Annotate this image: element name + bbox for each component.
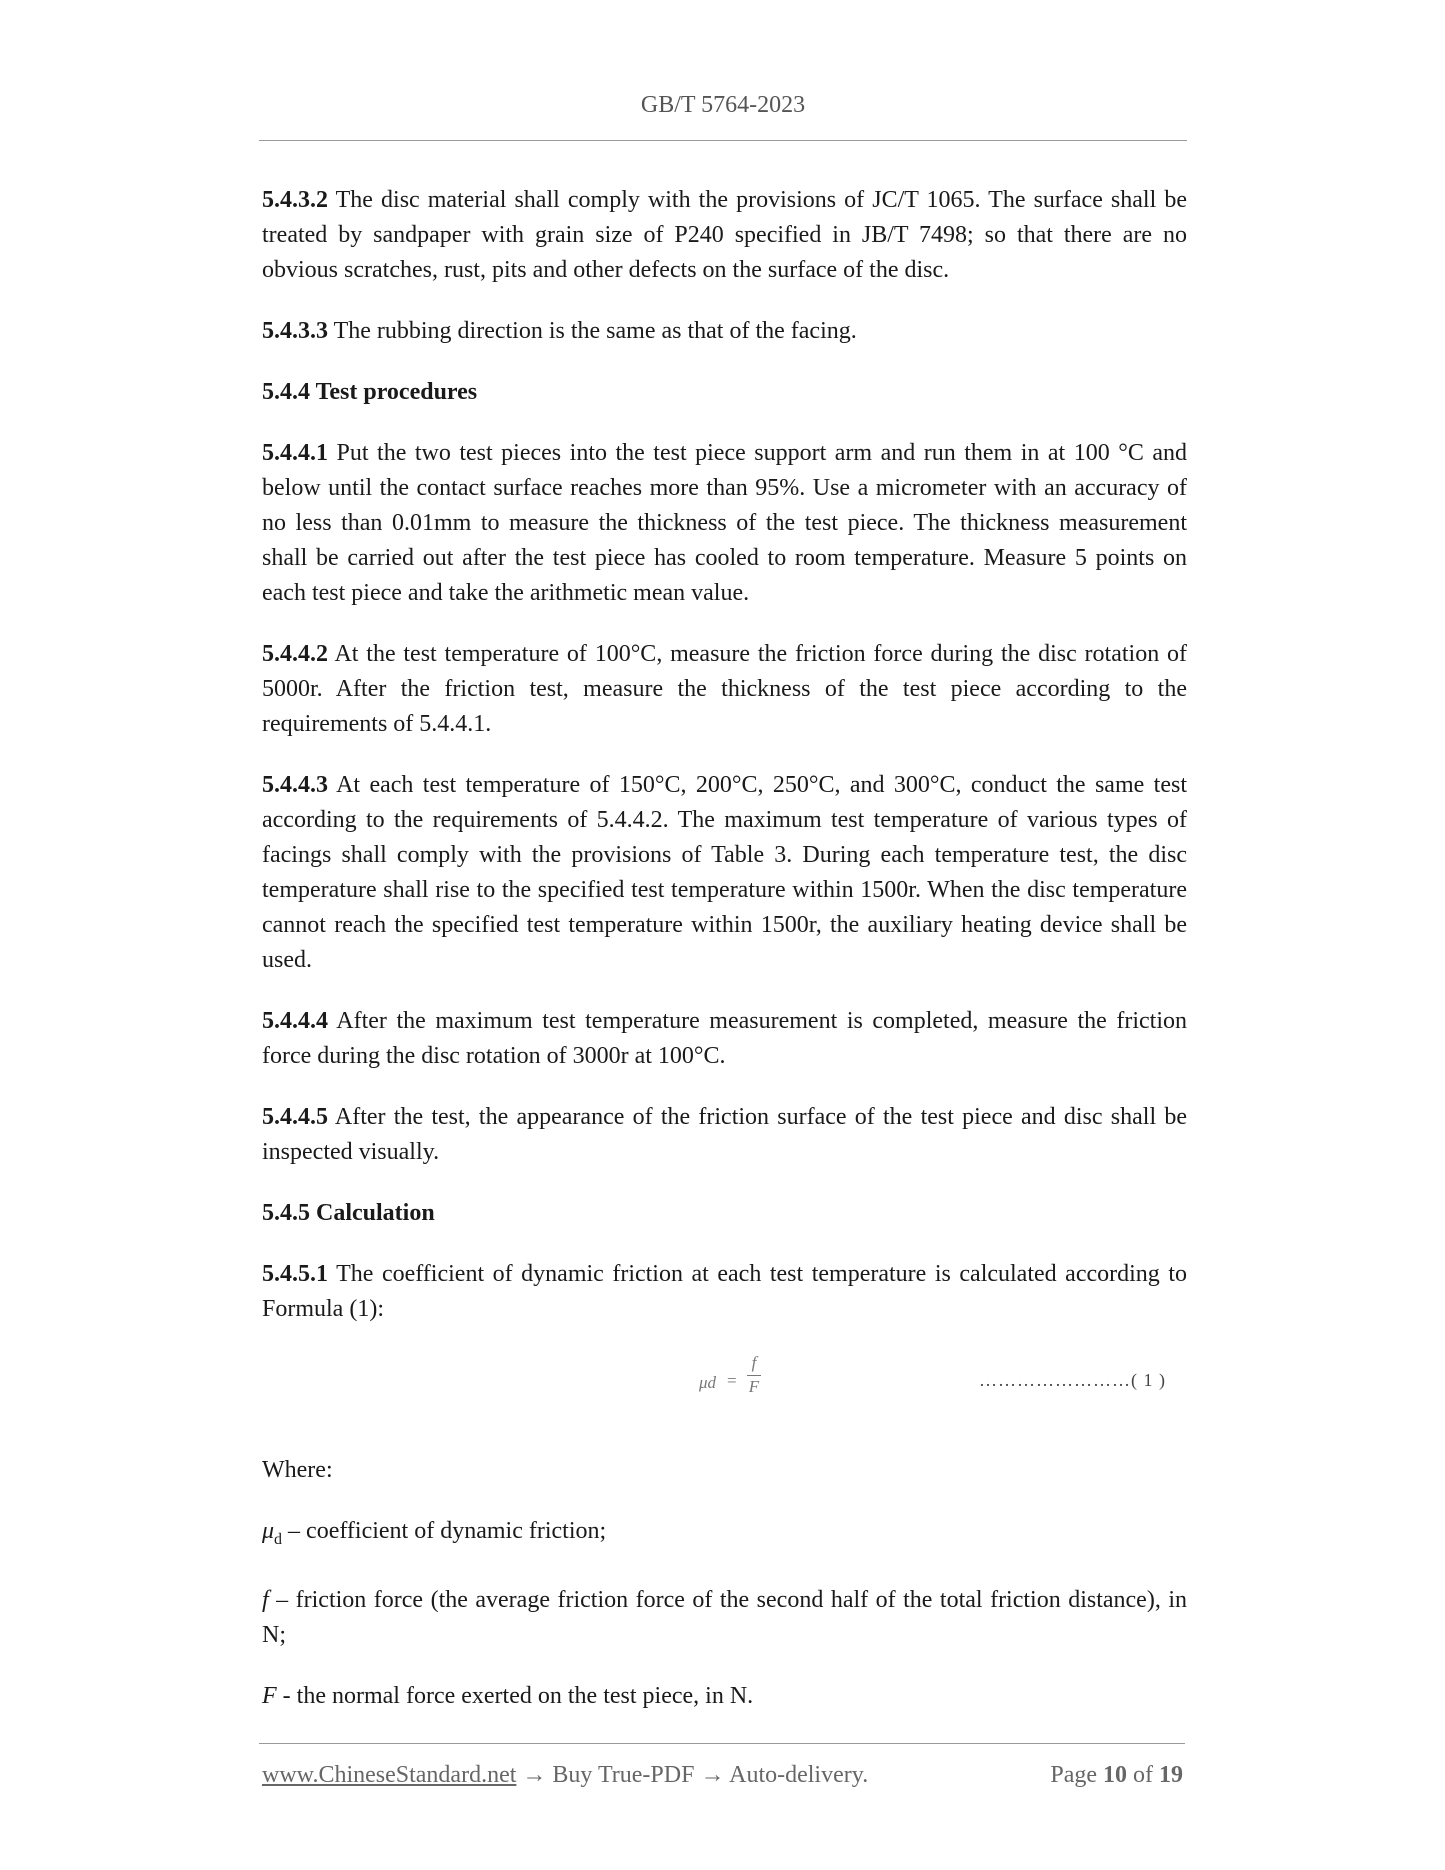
document-body bbox=[262, 183, 1187, 1740]
formula-equals: = bbox=[727, 1371, 737, 1390]
clause-number: 5.4.3.3 bbox=[262, 318, 328, 344]
definition-text: - the normal force exerted on the test piece, in N. bbox=[276, 1682, 754, 1709]
clause-text: After the maximum test temperature measurement is completed, measure the friction force during the disc rotation of 3000r at 100°C. bbox=[262, 1008, 1187, 1069]
clause-text: The coefficient of dynamic friction at each test temperature is calculated according to Formula (1): bbox=[262, 1261, 1187, 1322]
footer-promo bbox=[262, 1762, 868, 1789]
page-total: 19 bbox=[1159, 1762, 1183, 1788]
formula-denominator: F bbox=[748, 1377, 760, 1396]
formula-reference: ……………………( 1 ) bbox=[979, 1370, 1166, 1390]
definition-F bbox=[262, 1679, 1187, 1714]
footer-promo-text: → Buy True-PDF → Auto-delivery. bbox=[516, 1762, 869, 1788]
document-header: GB/T 5764-2023 bbox=[640, 92, 806, 118]
clause-text: The disc material shall comply with the provisions of JC/T 1065. The surface shall be treated by sandpaper with grain size of P240 specified in JB/T 7498; so that there are no obvious scratches, rust, pits and other defects on the surface of the disc. bbox=[262, 187, 1187, 283]
site-link[interactable]: www.ChineseStandard.net bbox=[262, 1762, 517, 1788]
clause-5-4-3-2 bbox=[262, 183, 1187, 288]
clause-text: Put the two test pieces into the test piece support arm and run them in at 100 °C and below until the contact surface reaches more than 95%. Use a micrometer with an accuracy of no less than 0.01mm to measure the thickness of the test piece. The thickness measurement shall be carried out after the test piece has cooled to room temperature. Measure 5 points on each test piece and take the arithmetic mean value. bbox=[262, 440, 1187, 606]
section-heading-calculation: 5.4.5 Calculation bbox=[262, 1200, 435, 1226]
definition-text: – coefficient of dynamic friction; bbox=[282, 1518, 607, 1544]
definition-f bbox=[262, 1583, 1187, 1653]
clause-5-4-3-3 bbox=[262, 314, 1187, 349]
page-of: of bbox=[1133, 1762, 1153, 1788]
page-current: 10 bbox=[1103, 1762, 1127, 1788]
clause-5-4-4-3 bbox=[262, 768, 1187, 978]
clause-5-4-5-1 bbox=[262, 1257, 1187, 1327]
header-divider bbox=[259, 140, 1187, 141]
formula-lhs: μd bbox=[699, 1373, 717, 1392]
footer-divider bbox=[259, 1743, 1185, 1744]
clause-5-4-4-5 bbox=[262, 1100, 1187, 1170]
definition-text: – friction force (the average friction force of the second half of the total friction distance), in N; bbox=[262, 1586, 1187, 1648]
section-heading-test-procedures: 5.4.4 Test procedures bbox=[262, 379, 478, 405]
clause-number: 5.4.5.1 bbox=[262, 1261, 328, 1287]
clause-text: At each test temperature of 150°C, 200°C, 250°C, and 300°C, conduct the same test according to the requirements of 5.4.4.2. The maximum test temperature of various types of facings shall comply with the provisions of Table 3. During each temperature test, the disc temperature shall rise to the specified test temperature within 1500r. When the disc temperature cannot reach the specified test temperature within 1500r, the auxiliary heating device shall be used. bbox=[262, 772, 1187, 973]
clause-number: 5.4.4.5 bbox=[262, 1104, 328, 1130]
clause-number: 5.4.4.1 bbox=[262, 440, 328, 466]
clause-text: At the test temperature of 100°C, measure the friction force during the disc rotation of 5000r. After the friction test, measure the thickness of the test piece according to the requirements of 5.4.4.1. bbox=[262, 641, 1187, 737]
symbol-F: F bbox=[262, 1682, 277, 1709]
formula-numerator: f bbox=[751, 1353, 757, 1372]
clause-number: 5.4.3.2 bbox=[262, 187, 328, 213]
clause-text: The rubbing direction is the same as that of the facing. bbox=[328, 318, 857, 344]
formula-1 bbox=[262, 1353, 1187, 1423]
clause-5-4-4-2 bbox=[262, 637, 1187, 742]
symbol-f: f bbox=[262, 1586, 269, 1613]
definition-mu-d bbox=[262, 1514, 1187, 1557]
page-label: Page bbox=[1050, 1762, 1097, 1788]
symbol-mu: μ bbox=[262, 1518, 275, 1544]
clause-text: After the test, the appearance of the friction surface of the test piece and disc shall be inspected visually. bbox=[262, 1104, 1187, 1165]
page-indicator bbox=[1050, 1762, 1183, 1789]
symbol-mu-subscript: d bbox=[274, 1530, 283, 1548]
clause-number: 5.4.4.4 bbox=[262, 1008, 328, 1034]
where-label: Where: bbox=[262, 1457, 333, 1483]
fraction-bar bbox=[747, 1375, 761, 1376]
clause-5-4-4-4 bbox=[262, 1004, 1187, 1074]
clause-5-4-4-1 bbox=[262, 436, 1187, 611]
clause-number: 5.4.4.2 bbox=[262, 641, 328, 667]
clause-number: 5.4.4.3 bbox=[262, 772, 328, 798]
